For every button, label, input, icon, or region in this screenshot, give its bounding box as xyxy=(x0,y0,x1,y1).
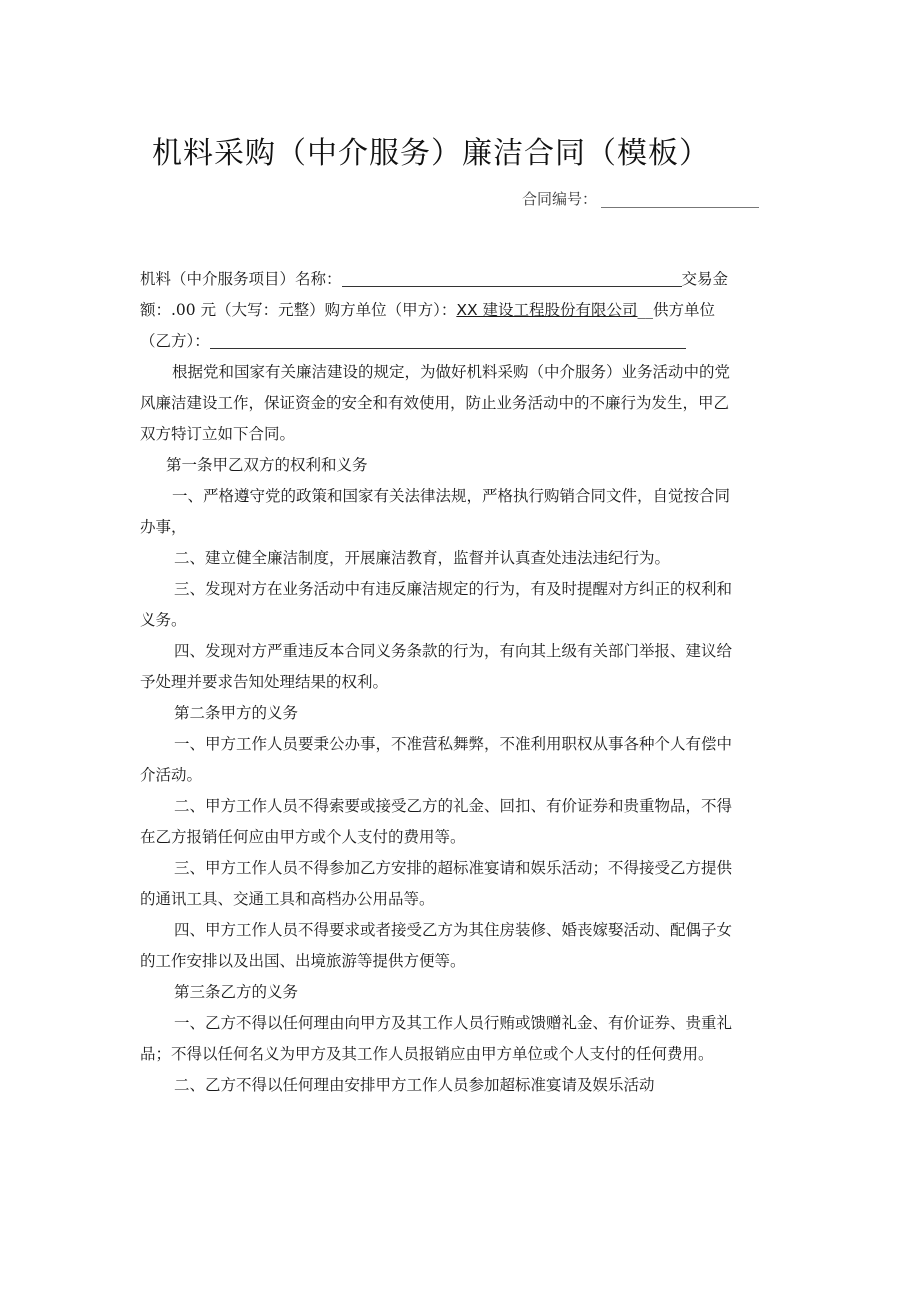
paragraph-line: 予处理并要求告知处理结果的权利。 xyxy=(140,673,389,691)
paragraph-line: 一、甲方工作人员要秉公办事，不准营私舞弊，不准利用职权从事各种个人有偿中 xyxy=(174,735,733,753)
paragraph-line: 品；不得以任何名义为甲方及其工作人员报销应由甲方单位或个人支付的任何费用。 xyxy=(140,1045,714,1063)
paragraph-line: 三、发现对方在业务活动中有违反廉洁规定的行为，有及时提醒对方纠正的权利和 xyxy=(174,580,733,598)
contract-number xyxy=(522,188,759,209)
contract-number-label: 合同编号： xyxy=(522,190,598,208)
paragraph-line: 办事， xyxy=(140,518,187,536)
project-name-blank xyxy=(342,270,682,287)
paragraph-line: 三、甲方工作人员不得参加乙方安排的超标准宴请和娱乐活动；不得接受乙方提供 xyxy=(174,859,733,877)
paragraph-line: 根据党和国家有关廉洁建设的规定，为做好机料采购（中介服务）业务活动中的党 xyxy=(172,363,731,381)
paragraph-line: 的工作安排以及出国、出境旅游等提供方便等。 xyxy=(140,952,466,970)
paragraph-line: 双方特订立如下合同。 xyxy=(140,425,296,443)
paragraph-line: 义务。 xyxy=(140,611,187,629)
buyer-company: XX 建设工程股份有限公司 xyxy=(456,301,638,319)
header-line-2: 额：.00 元（大写：元整）购方单位（甲方）：XX 建设工程股份有限公司__供方单位 xyxy=(140,301,716,319)
section-heading: 第一条甲乙双方的权利和义务 xyxy=(166,456,368,474)
paragraph-line: 一、乙方不得以任何理由向甲方及其工作人员行贿或馈赠礼金、有价证券、贵重礼 xyxy=(174,1014,733,1032)
header-line-1: 机料（中介服务项目）名称： 交易金 xyxy=(140,270,729,288)
paragraph-line: 风廉洁建设工作，保证资金的安全和有效使用，防止业务活动中的不廉行为发生，甲乙 xyxy=(140,394,730,412)
section-heading: 第二条甲方的义务 xyxy=(174,704,299,722)
paragraph-line: 介活动。 xyxy=(140,766,203,784)
paragraph-line: 的通讯工具、交通工具和高档办公用品等。 xyxy=(140,890,435,908)
header-line-3: （乙方）： xyxy=(140,326,786,357)
supplier-blank xyxy=(210,332,686,349)
paragraph-line: 二、乙方不得以任何理由安排甲方工作人员参加超标准宴请及娱乐活动 xyxy=(174,1076,655,1094)
paragraph-line: 二、建立健全廉洁制度，开展廉洁教育，监督并认真查处违法违纪行为。 xyxy=(174,549,671,567)
contract-body xyxy=(140,264,786,1101)
paragraph-line: 二、甲方工作人员不得索要或接受乙方的礼金、回扣、有价证券和贵重物品，不得 xyxy=(174,797,733,815)
page-title: 机料采购（中介服务）廉洁合同（模板） xyxy=(152,136,710,171)
paragraph-line: 在乙方报销任何应由甲方或个人支付的费用等。 xyxy=(140,828,466,846)
paragraph-line: 一、严格遵守党的政策和国家有关法律法规，严格执行购销合同文件，自觉按合同 xyxy=(172,487,731,505)
paragraph-line: 四、发现对方严重违反本合同义务条款的行为，有向其上级有关部门举报、建议给 xyxy=(174,642,733,660)
paragraph-line: 四、甲方工作人员不得要求或者接受乙方为其住房装修、婚丧嫁娶活动、配偶子女 xyxy=(174,921,733,939)
contract-number-blank xyxy=(601,193,759,208)
section-heading: 第三条乙方的义务 xyxy=(174,983,299,1001)
